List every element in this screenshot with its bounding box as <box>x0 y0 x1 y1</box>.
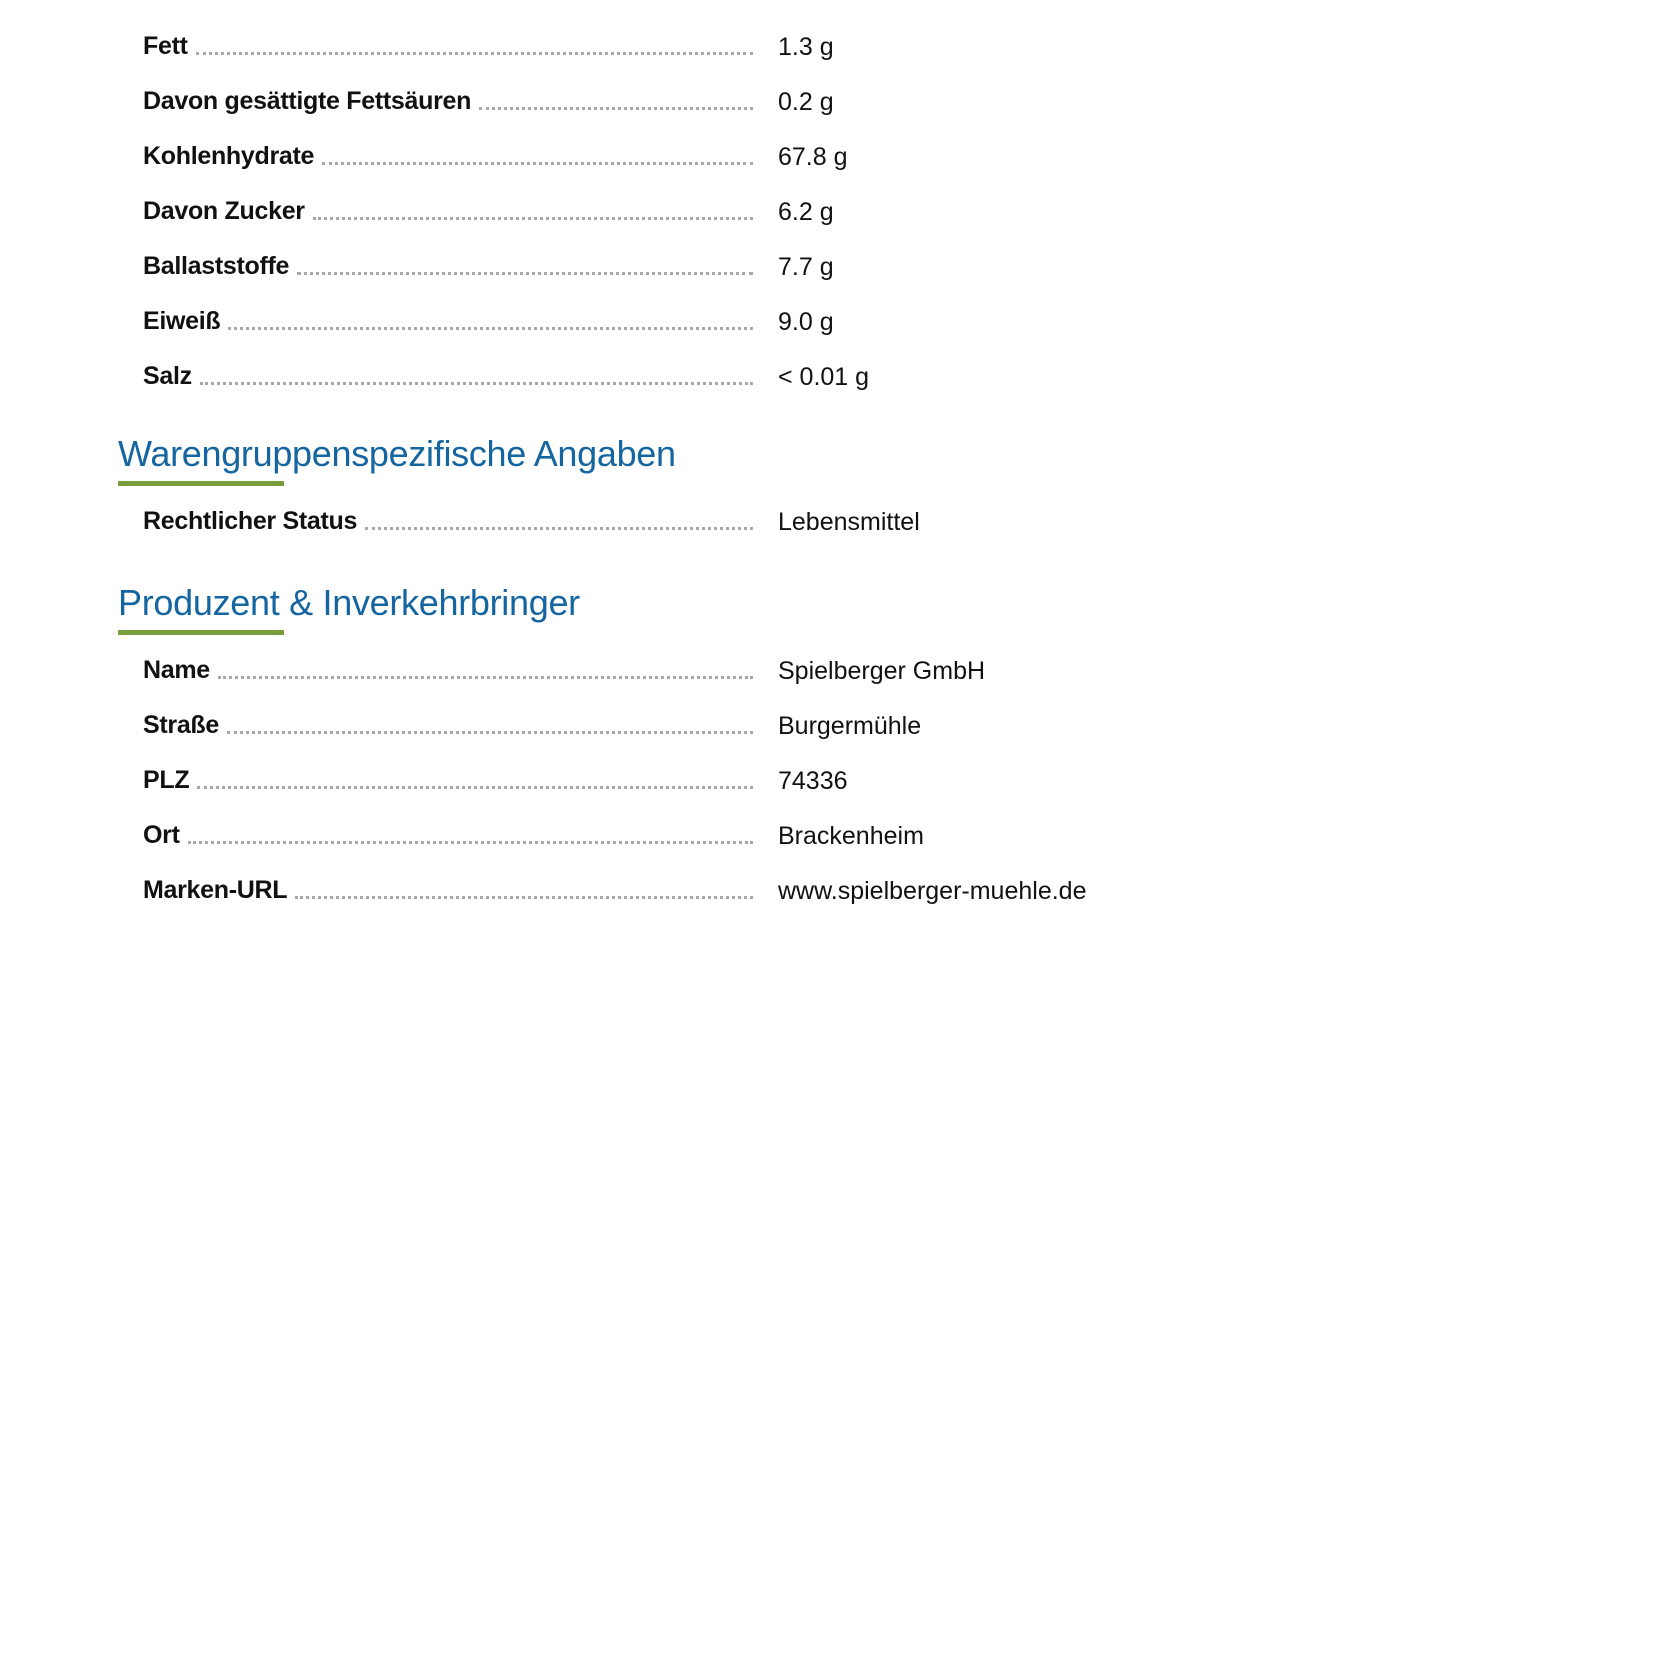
row-label-wrap <box>143 196 753 226</box>
brand-url-text: www.spielberger-muehle.de <box>778 877 1087 905</box>
dotted-leader <box>295 896 753 899</box>
nutrition-row-ballaststoffe <box>0 237 1654 292</box>
row-label-wrap <box>143 306 753 336</box>
nutrition-row-eiweiss <box>0 292 1654 347</box>
row-label: Marken-URL <box>143 876 288 904</box>
dotted-leader <box>365 527 753 530</box>
row-label: Eiweiß <box>143 307 221 335</box>
row-label-wrap <box>143 710 753 740</box>
nutrition-row-kohlenhydrate <box>0 127 1654 182</box>
dotted-leader <box>188 841 753 844</box>
row-label: Rechtlicher Status <box>143 507 358 535</box>
row-label: PLZ <box>143 766 190 794</box>
dotted-leader <box>196 52 753 55</box>
row-value: < 0.01 g <box>778 363 870 391</box>
row-label-wrap <box>143 765 753 795</box>
producer-row-ort <box>0 806 1654 861</box>
row-value: 7.7 g <box>778 253 834 281</box>
row-label: Straße <box>143 711 220 739</box>
section-heading-producer: Produzent & Inverkehrbringer <box>118 582 580 623</box>
nutrition-row-gesaettigte-fettsaeuren <box>0 72 1654 127</box>
dotted-leader <box>197 786 753 789</box>
row-value: 6.2 g <box>778 198 834 226</box>
section-heading-rule <box>118 481 284 486</box>
nutrition-row-zucker <box>0 182 1654 237</box>
row-value: Spielberger GmbH <box>778 657 986 685</box>
dotted-leader <box>200 382 753 385</box>
producer-row-marken-url <box>0 861 1654 916</box>
row-label-wrap <box>143 820 753 850</box>
dotted-leader <box>218 676 753 679</box>
producer-row-plz <box>0 751 1654 806</box>
row-value: 74336 <box>778 767 848 795</box>
nutrition-table <box>0 17 1654 402</box>
row-label: Ballaststoffe <box>143 252 290 280</box>
producer-table <box>0 641 1654 916</box>
row-label-wrap <box>143 875 753 905</box>
dotted-leader <box>322 162 753 165</box>
producer-row-strasse <box>0 696 1654 751</box>
row-value: 67.8 g <box>778 143 848 171</box>
row-label: Fett <box>143 32 188 60</box>
row-value: Lebensmittel <box>778 508 920 536</box>
row-label-wrap <box>143 31 753 61</box>
row-value: Burgermühle <box>778 712 922 740</box>
specific-row-rechtlicher-status <box>0 492 1654 547</box>
dotted-leader <box>297 272 753 275</box>
producer-row-name <box>0 641 1654 696</box>
dotted-leader <box>479 107 753 110</box>
row-label: Davon gesättigte Fettsäuren <box>143 87 472 115</box>
row-label: Name <box>143 656 210 684</box>
nutrition-row-fett <box>0 17 1654 72</box>
row-value: Brackenheim <box>778 822 924 850</box>
row-label: Davon Zucker <box>143 197 305 225</box>
row-value: 0.2 g <box>778 88 834 116</box>
row-value: 9.0 g <box>778 308 834 336</box>
specific-table <box>0 492 1654 547</box>
row-label-wrap <box>143 655 753 685</box>
row-label: Kohlenhydrate <box>143 142 315 170</box>
row-label: Salz <box>143 362 192 390</box>
nutrition-row-salz <box>0 347 1654 402</box>
dotted-leader <box>313 217 753 220</box>
row-label-wrap <box>143 506 753 536</box>
row-value: 1.3 g <box>778 33 834 61</box>
dotted-leader <box>227 731 753 734</box>
row-label-wrap <box>143 361 753 391</box>
row-label-wrap <box>143 141 753 171</box>
row-label-wrap <box>143 86 753 116</box>
row-label: Ort <box>143 821 180 849</box>
row-label-wrap <box>143 251 753 281</box>
section-heading-rule <box>118 630 284 635</box>
dotted-leader <box>228 327 753 330</box>
section-heading-specific: Warengruppenspezifische Angaben <box>118 433 676 474</box>
